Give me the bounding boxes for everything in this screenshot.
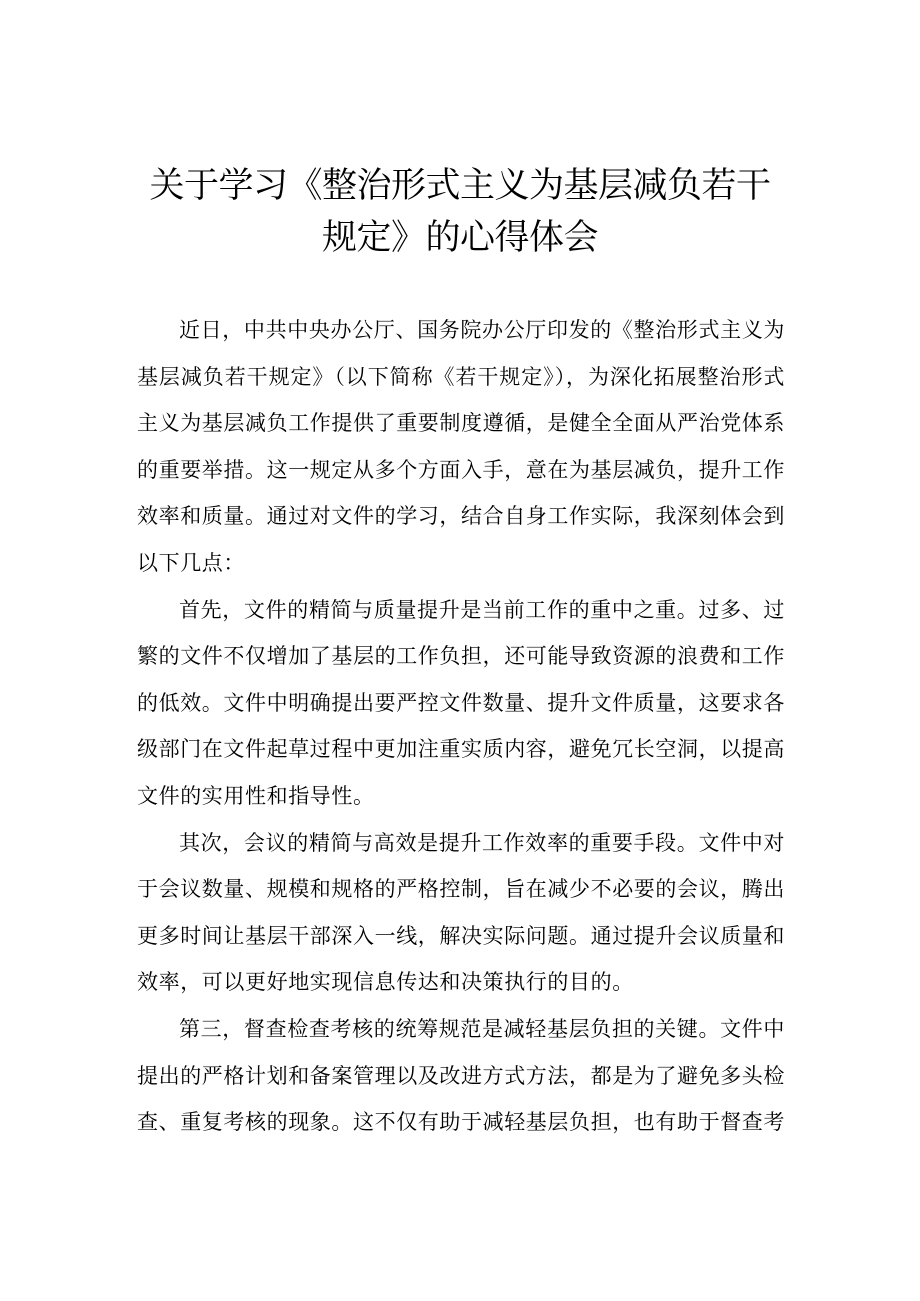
title-line-2: 规定》的心得体会 <box>321 218 598 258</box>
paragraph-second-point: 其次，会议的精简与高效是提升工作效率的重要手段。文件中对于会议数量、规模和规格的严格控制，旨在减少不必要的会议，腾出更多时间让基层干部深入一线，解决实际问题。通过提升会议质量和效率，可以更好地实现信息传达和决策执行的目的。 <box>137 830 785 995</box>
document-body <box>137 307 785 1146</box>
document-title <box>110 160 810 264</box>
paragraph-intro: 近日，中共中央办公厅、国务院办公厅印发的《整治形式主义为基层减负若干规定》（以下简称《若干规定》），为深化拓展整治形式主义为基层减负工作提供了重要制度遵循，是健全全面从严治党体系的重要举措。这一规定从多个方面入手，意在为基层减负，提升工作效率和质量。通过对文件的学习，结合自身工作实际，我深刻体会到以下几点： <box>137 318 785 575</box>
paragraph-first-point: 首先，文件的精简与质量提升是当前工作的重中之重。过多、过繁的文件不仅增加了基层的工作负担，还可能导致资源的浪费和工作的低效。文件中明确提出要严控文件数量、提升文件质量，这要求各级部门在文件起草过程中更加注重实质内容，避免冗长空洞，以提高文件的实用性和指导性。 <box>137 597 785 808</box>
paragraph-third-point: 第三，督查检查考核的统筹规范是减轻基层负担的关键。文件中提出的严格计划和备案管理以及改进方式方法，都是为了避免多头检查、重复考核的现象。这不仅有助于减轻基层负担，也有助于督查考 <box>137 1016 785 1135</box>
title-line-1: 关于学习《整治形式主义为基层减负若干 <box>149 166 771 206</box>
